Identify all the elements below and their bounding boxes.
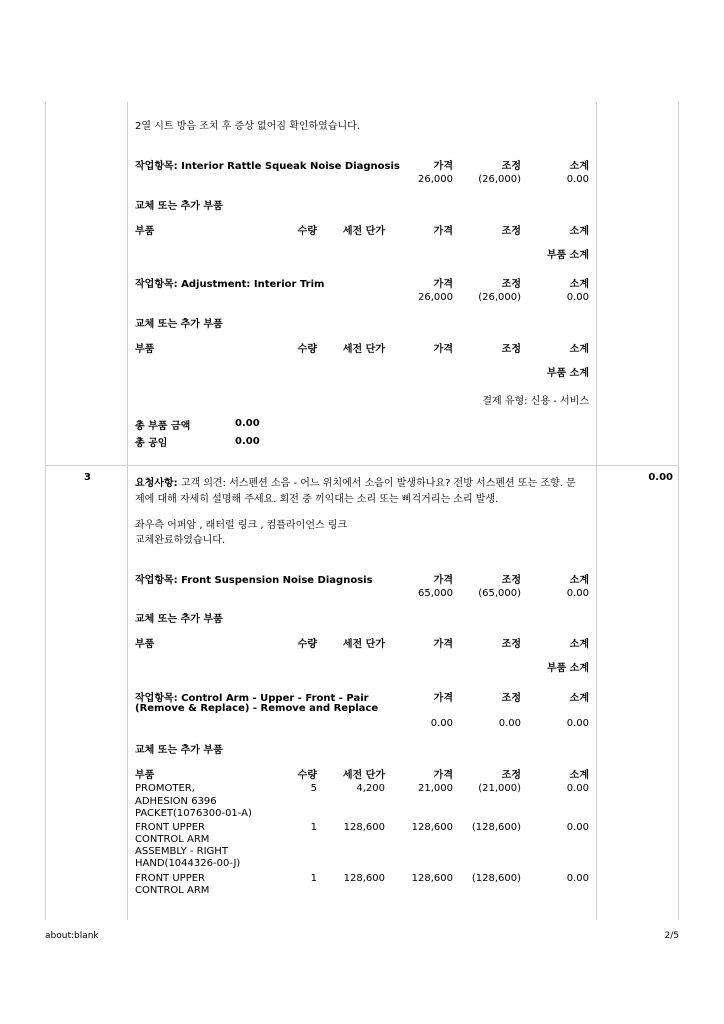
job-number: 3: [84, 472, 91, 483]
price-value: 65,000: [418, 588, 453, 599]
part-col-header: 부품: [135, 770, 155, 781]
parts-heading: 교체 또는 추가 부품: [135, 319, 223, 330]
unit-price-cell: 128,600: [343, 873, 385, 884]
adjust-value: (26,000): [478, 292, 521, 303]
price-cell: 21,000: [418, 783, 453, 794]
part-name-line: FRONT UPPER: [135, 822, 205, 833]
price-value: 26,000: [418, 174, 453, 185]
request-line-1: [135, 474, 576, 489]
total-parts-value: 0.00: [235, 418, 260, 429]
price-col-header: 가격: [433, 344, 453, 355]
price-col-header: 가격: [433, 770, 453, 781]
price-value: 0.00: [430, 718, 453, 729]
total-parts-label: 총 부품 금액: [135, 421, 191, 432]
subtotal-header: 소계: [569, 575, 589, 586]
subtotal-value: 0.00: [566, 292, 589, 303]
adjust-col-header: 조정: [501, 344, 521, 355]
price-value: 26,000: [418, 292, 453, 303]
subtotal-cell: 0.00: [566, 822, 589, 833]
request-line-2: 제에 대해 자세히 설명해 주세요. 회전 중 끼익대는 소리 또는 삐걱거리는 소리 발생.: [135, 494, 499, 505]
part-col-header: 부품: [135, 639, 155, 650]
part-name-line: FRONT UPPER: [135, 873, 205, 884]
qty-col-header: 수량: [297, 770, 317, 781]
subtotal-col-header: 소계: [569, 770, 589, 781]
task-title-line-1: 작업항목: Control Arm - Upper - Front - Pair: [135, 693, 369, 704]
adjust-value: 0.00: [498, 718, 521, 729]
unit-col-header: 세전 단가: [342, 226, 385, 237]
subtotal-value: 0.00: [566, 718, 589, 729]
footer-url: about:blank: [45, 931, 99, 941]
parts-heading: 교체 또는 추가 부품: [135, 745, 223, 756]
price-col-header: 가격: [433, 226, 453, 237]
parts-heading: 교체 또는 추가 부품: [135, 614, 223, 625]
part-name-line: PROMOTER,: [135, 783, 195, 794]
part-col-header: 부품: [135, 226, 155, 237]
job-note: 2열 시트 방음 조치 후 증상 없어짐 확인하였습니다.: [135, 121, 360, 132]
adjust-header: 조정: [501, 279, 521, 290]
part-name-line: CONTROL ARM: [135, 834, 210, 845]
price-cell: 128,600: [411, 822, 453, 833]
qty-col-header: 수량: [297, 344, 317, 355]
subtotal-cell: 0.00: [566, 873, 589, 884]
adjust-cell: (21,000): [478, 783, 521, 794]
request-text-1: 고객 의견: 서스펜션 소음 - 어느 위치에서 소음이 발생하나요? 전방 서스펜션 또는 조향. 문: [180, 478, 576, 489]
part-name-line: ADHESION 6396: [135, 796, 217, 807]
qty-cell: 1: [310, 822, 317, 833]
part-name-line: CONTROL ARM: [135, 885, 210, 896]
subtotal-col-header: 소계: [569, 344, 589, 355]
parts-subtotal-label: 부품 소계: [546, 250, 589, 261]
job-total: 0.00: [648, 472, 673, 483]
subtotal-header: 소계: [569, 693, 589, 704]
price-cell: 128,600: [411, 873, 453, 884]
subtotal-col-header: 소계: [569, 226, 589, 237]
job-note-line-2: 교체완료하였습니다.: [135, 535, 226, 546]
price-header: 가격: [433, 279, 453, 290]
unit-price-cell: 4,200: [356, 783, 385, 794]
unit-col-header: 세전 단가: [342, 770, 385, 781]
adjust-col-header: 조정: [501, 226, 521, 237]
table-border-col2: [596, 102, 597, 920]
table-border-left: [45, 102, 46, 920]
row-separator: [45, 465, 679, 466]
part-name-line: PACKET(1076300-01-A): [135, 808, 252, 819]
subtotal-cell: 0.00: [566, 783, 589, 794]
parts-heading: 교체 또는 추가 부품: [135, 201, 223, 212]
parts-subtotal-label: 부품 소계: [546, 663, 589, 674]
adjust-col-header: 조정: [501, 639, 521, 650]
qty-col-header: 수량: [297, 226, 317, 237]
qty-cell: 1: [310, 873, 317, 884]
task-title: 작업항목: Front Suspension Noise Diagnosis: [135, 575, 373, 586]
adjust-header: 조정: [501, 693, 521, 704]
part-name-line: HAND(1044326-00-J): [135, 858, 241, 869]
part-col-header: 부품: [135, 344, 155, 355]
task-title: 작업항목: Interior Rattle Squeak Noise Diagnosis: [135, 161, 400, 172]
page-number: 2/5: [664, 931, 679, 941]
total-labor-value: 0.00: [235, 436, 260, 447]
subtotal-header: 소계: [569, 279, 589, 290]
subtotal-value: 0.00: [566, 174, 589, 185]
subtotal-col-header: 소계: [569, 639, 589, 650]
price-header: 가격: [433, 161, 453, 172]
adjust-col-header: 조정: [501, 770, 521, 781]
adjust-cell: (128,600): [471, 822, 521, 833]
adjust-value: (26,000): [478, 174, 521, 185]
unit-price-cell: 128,600: [343, 822, 385, 833]
job-note-line-1: 좌우측 어퍼암 , 래터럴 링크 , 컴플라이언스 링크: [135, 520, 348, 531]
request-label: 요청사항:: [135, 478, 178, 489]
adjust-cell: (128,600): [471, 873, 521, 884]
subtotal-value: 0.00: [566, 588, 589, 599]
task-title-line-2: (Remove & Replace) - Remove and Replace: [135, 703, 379, 714]
qty-cell: 5: [310, 783, 317, 794]
adjust-header: 조정: [501, 161, 521, 172]
unit-col-header: 세전 단가: [342, 639, 385, 650]
total-labor-label: 총 공임: [135, 438, 168, 449]
qty-col-header: 수량: [297, 639, 317, 650]
part-name-line: ASSEMBLY - RIGHT: [135, 846, 228, 857]
subtotal-header: 소계: [569, 161, 589, 172]
table-border-col1: [127, 102, 128, 920]
price-col-header: 가격: [433, 639, 453, 650]
adjust-value: (65,000): [478, 588, 521, 599]
price-header: 가격: [433, 693, 453, 704]
table-border-right: [678, 102, 679, 920]
parts-subtotal-label: 부품 소계: [546, 368, 589, 379]
task-title: 작업항목: Adjustment: Interior Trim: [135, 279, 325, 290]
unit-col-header: 세전 단가: [342, 344, 385, 355]
payment-type: 결제 유형: 신용 - 서비스: [482, 396, 589, 407]
adjust-header: 조정: [501, 575, 521, 586]
price-header: 가격: [433, 575, 453, 586]
